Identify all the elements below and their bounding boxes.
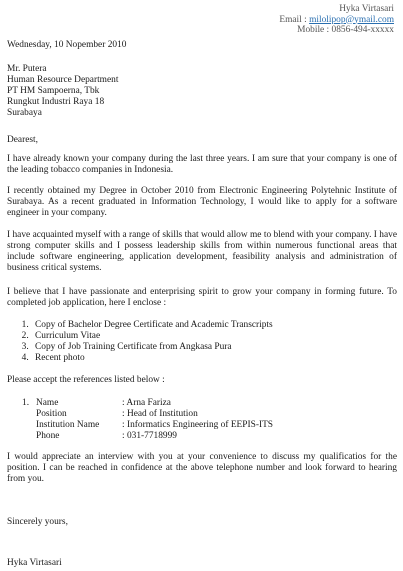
reference-value: : Arna Fariza [122, 398, 171, 408]
enclosure-list [7, 320, 397, 364]
list-item: 4. Recent photo [31, 353, 397, 364]
references-intro: Please accept the references listed below : [7, 375, 165, 385]
paragraph-closing: I would appreciate an interview with you at your convenience to discuss my qualificatios for the position. I can be reached in confidence at the above telephone number and look forward to hearing from you. [7, 452, 397, 484]
recipient-address [7, 64, 397, 119]
reference-number: 1. [22, 398, 30, 408]
mobile-number: 0856-494-xxxxx [331, 25, 394, 35]
reference-row [22, 431, 392, 442]
reference-row [22, 409, 392, 420]
reference-row [22, 398, 392, 409]
reference-row [22, 420, 392, 431]
recipient-line: PT HM Sampoerna, Tbk [7, 86, 100, 96]
letter-date: Wednesday, 10 Nopember 2010 [7, 40, 127, 50]
recipient-line: Mr. Putera [7, 64, 47, 74]
sender-email-line [279, 15, 394, 26]
list-item: 3. Copy of Job Training Certificate from Angkasa Pura [31, 342, 397, 353]
reference-label: Position [36, 409, 67, 419]
email-label: Email : [279, 14, 307, 25]
paragraph-enclose: I believe that I have passionate and enterprising spirit to grow your company in forming future. To completed job application, here I enclose : [7, 287, 397, 308]
reference-label: Institution Name [36, 420, 100, 430]
sender-mobile-line [279, 25, 394, 36]
reference-value: : Head of Institution [122, 409, 198, 419]
closing: Sincerely yours, [7, 517, 68, 527]
paragraph-intro: I have already known your company during the last three years. I am sure that your company is one of the leading tobacco companies in Indonesia. [7, 154, 397, 175]
reference-value: : 031-7718999 [122, 431, 177, 441]
paragraph-degree: I recently obtained my Degree in October 2010 from Electronic Engineering Polytehnic Institute of Surabaya. As a recent graduated in Information Technology, I would like to apply for a software engineer in your company. [7, 186, 397, 218]
list-item: 2. Curriculum Vitae [31, 331, 397, 342]
recipient-line: Human Resource Department [7, 75, 119, 85]
reference-label: Phone [36, 431, 60, 441]
salutation: Dearest, [7, 135, 38, 145]
recipient-line: Surabaya [7, 108, 42, 118]
signature: Hyka Virtasari [7, 558, 62, 568]
reference-block [22, 398, 392, 442]
reference-label: Name [36, 398, 59, 408]
reference-value: : Informatics Engineering of EEPIS-ITS [122, 420, 274, 430]
recipient-line: Rungkut Industri Raya 18 [7, 97, 105, 107]
list-item: 1. Copy of Bachelor Degree Certificate and Academic Transcripts [31, 320, 397, 331]
paragraph-skills: I have acquainted myself with a range of skills that would allow me to blend with your company. I have strong computer skills and I possess leadership skills from within numerous functional areas that include software engineering, application development, feasibility analysis and administration of business critical systems. [7, 230, 397, 273]
email-link[interactable]: milolipop@ymail.com [309, 14, 394, 25]
sender-name: Hyka Virtasari [339, 4, 394, 14]
sender-header [279, 4, 394, 36]
mobile-label: Mobile : [297, 25, 330, 35]
